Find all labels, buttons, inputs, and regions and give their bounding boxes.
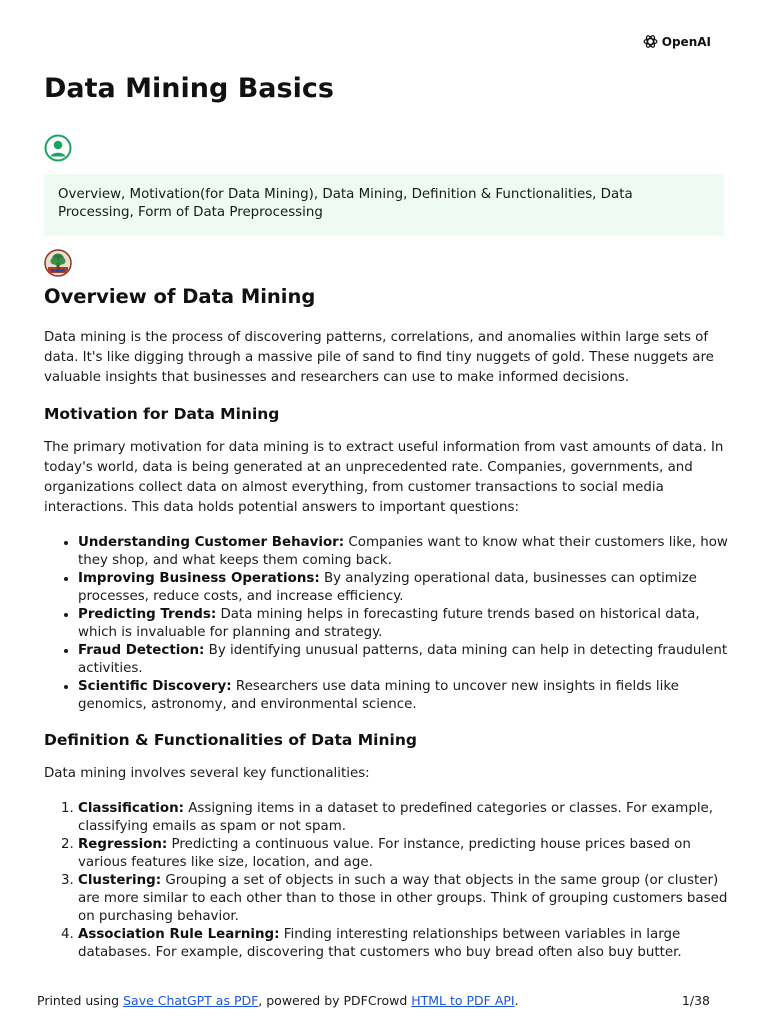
user-prompt-box: Overview, Motivation(for Data Mining), Data Mining, Definition & Functionalities, Data Processing, Form of Data Preprocessing [44,174,724,236]
list-item [78,836,728,872]
intro-paragraph: Data mining is the process of discovering patterns, correlations, and anomalies within large sets of data. It's like digging through a massive pile of sand to find tiny nuggets of gold. These nuggets are valuable insights that businesses and researchers can use to make informed decisions. [44,330,714,385]
item-desc: By identifying unusual patterns, data mining can help in detecting fraudulent activities. [78,643,728,676]
item-term: Association Rule Learning: [78,927,280,942]
list-item [78,534,728,570]
motivation-paragraph: The primary motivation for data mining is to extract useful information from vast amounts of data. In today's world, data is being generated at an unprecedented rate. Companies, governments, and organizations collect data on almost everything, from customer transactions to social media interactions. This data holds potential answers to important questions: [44,440,724,515]
list-item [78,642,728,678]
functionalities-list [44,800,728,962]
item-desc: Researchers use data mining to uncover new insights in fields like genomics, astronomy, and environmental science. [78,679,679,712]
response-content [44,284,728,978]
openai-logo-icon [642,33,659,50]
tree-avatar-icon [44,249,72,277]
item-desc: Grouping a set of objects in such a way that objects in the same group (or cluster) are more similar to each other than to those in other groups. Think of grouping customers based on purchasing behavior. [78,873,728,924]
list-item [78,606,728,642]
footer-middle: , powered by PDFCrowd [258,993,412,1008]
list-item [78,570,728,606]
list-item [78,872,728,926]
definition-heading: Definition & Functionalities of Data Mining [44,731,417,749]
item-desc: Data mining helps in forecasting future trends based on historical data, which is invaluable for planning and strategy. [78,607,700,640]
item-term: Classification: [78,801,184,816]
item-desc: Finding interesting relationships between variables in large databases. For example, discovering that customers who buy bread often also buy butter. [78,927,682,960]
section-heading: Overview of Data Mining [44,285,316,308]
item-term: Predicting Trends: [78,607,217,622]
definition-paragraph: Data mining involves several key functionalities: [44,766,370,781]
openai-brand [642,33,711,50]
item-term: Understanding Customer Behavior: [78,535,345,550]
item-term: Fraud Detection: [78,643,205,658]
page-title: Data Mining Basics [44,73,334,104]
footer-prefix: Printed using [37,993,124,1008]
user-avatar-icon [44,134,72,162]
item-term: Improving Business Operations: [78,571,320,586]
item-desc: Predicting a continuous value. For instance, predicting house prices based on various features like size, location, and age. [78,837,691,870]
item-term: Clustering: [78,873,162,888]
item-desc: By analyzing operational data, businesses can optimize processes, reduce costs, and increase efficiency. [78,571,697,604]
item-term: Regression: [78,837,168,852]
footer-credit [37,993,519,1008]
item-desc: Companies want to know what their customers like, how they shop, and what keeps them coming back. [78,535,728,568]
list-item [78,800,728,836]
save-chatgpt-pdf-link[interactable]: Save ChatGPT as PDF [123,993,259,1008]
item-desc: Assigning items in a dataset to predefined categories or classes. For example, classifying emails as spam or not spam. [78,801,714,834]
brand-name: OpenAI [661,34,711,49]
item-term: Scientific Discovery: [78,679,232,694]
html-to-pdf-api-link[interactable]: HTML to PDF API [411,993,515,1008]
motivation-list [44,534,728,714]
list-item [78,678,728,714]
list-item [78,926,728,962]
page-number: 1/38 [681,993,710,1008]
footer-suffix: . [514,993,519,1008]
motivation-heading: Motivation for Data Mining [44,405,280,423]
print-footer [37,993,710,1008]
